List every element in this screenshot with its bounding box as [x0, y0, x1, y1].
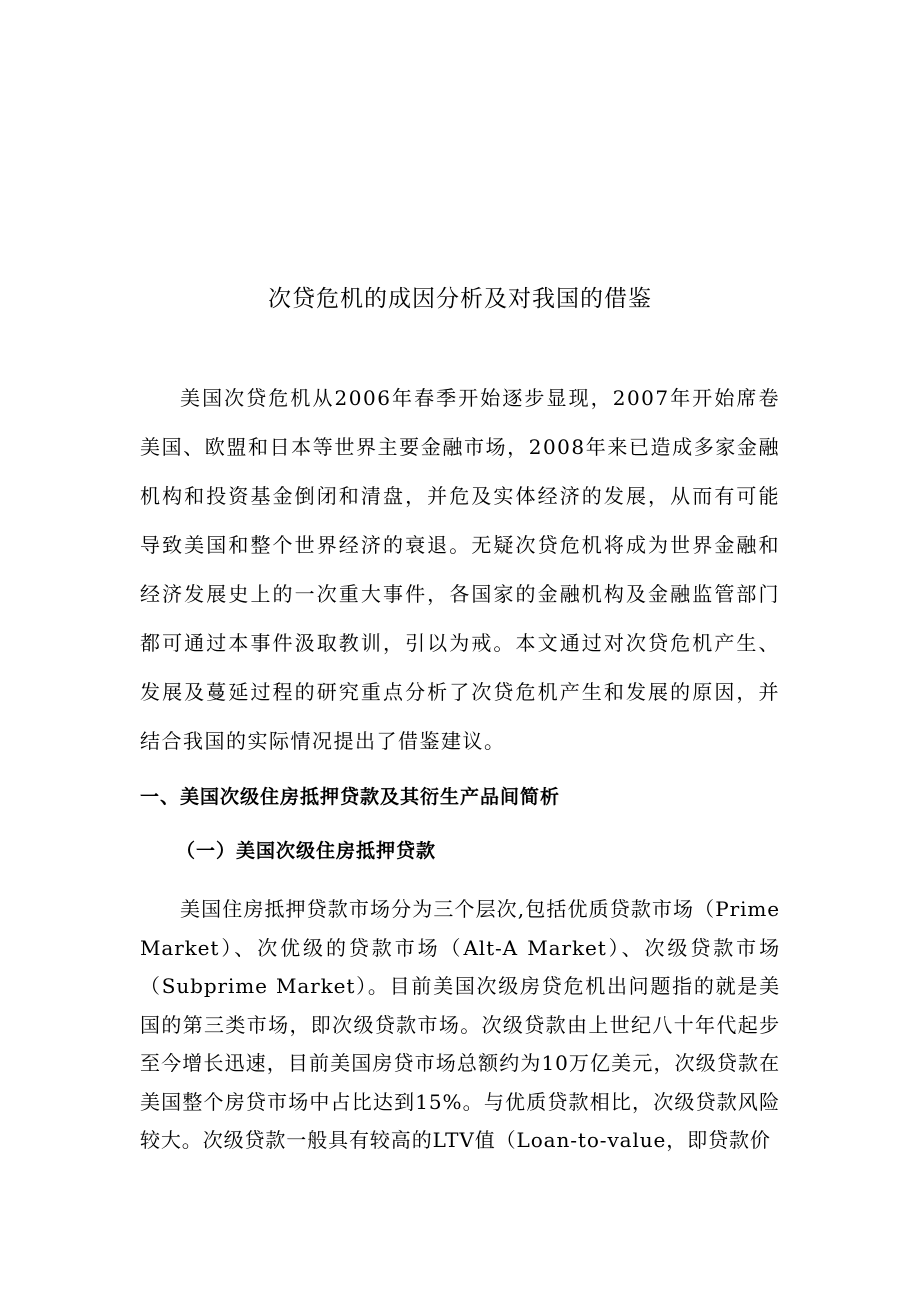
document-title: 次贷危机的成因分析及对我国的借鉴 — [268, 286, 652, 312]
body-paragraph: 美国住房抵押贷款市场分为三个层次,包括优质贷款市场（Prime Market）、次优级的贷款市场（Alt-A Market）、次级贷款市场（Subprime Market）。目前美国次级房贷危机出问题指的就是美国的第三类市场，即次级贷款市场。次级贷款由上世纪八十年代起步至今增长迅速，目前美国房贷市场总额约为10万亿美元，次级贷款在美国整个房贷市场中占比达到15%。与优质贷款相比，次级贷款风险较大。次级贷款一般具有较高的LTV值（Loan-to-value，即贷款价 — [140, 897, 780, 1152]
intro-paragraph: 美国次贷危机从2006年春季开始逐步显现，2007年开始席卷美国、欧盟和日本等世界主要金融市场，2008年来已造成多家金融机构和投资基金倒闭和清盘，并危及实体经济的发展，从而有可能导致美国和整个世界经济的衰退。无疑次贷危机将成为世界金融和经济发展史上的一次重大事件，各国家的金融机构及金融监管部门都可通过本事件汲取教训，引以为戒。本文通过对次贷危机产生、发展及蔓延过程的研究重点分析了次贷危机产生和发展的原因，并结合我国的实际情况提出了借鉴建议。 — [140, 386, 780, 753]
section-heading: 一、美国次级住房抵押贷款及其衍生产品间简析 — [140, 786, 561, 808]
subsection-heading: （一）美国次级住房抵押贷款 — [176, 840, 437, 862]
